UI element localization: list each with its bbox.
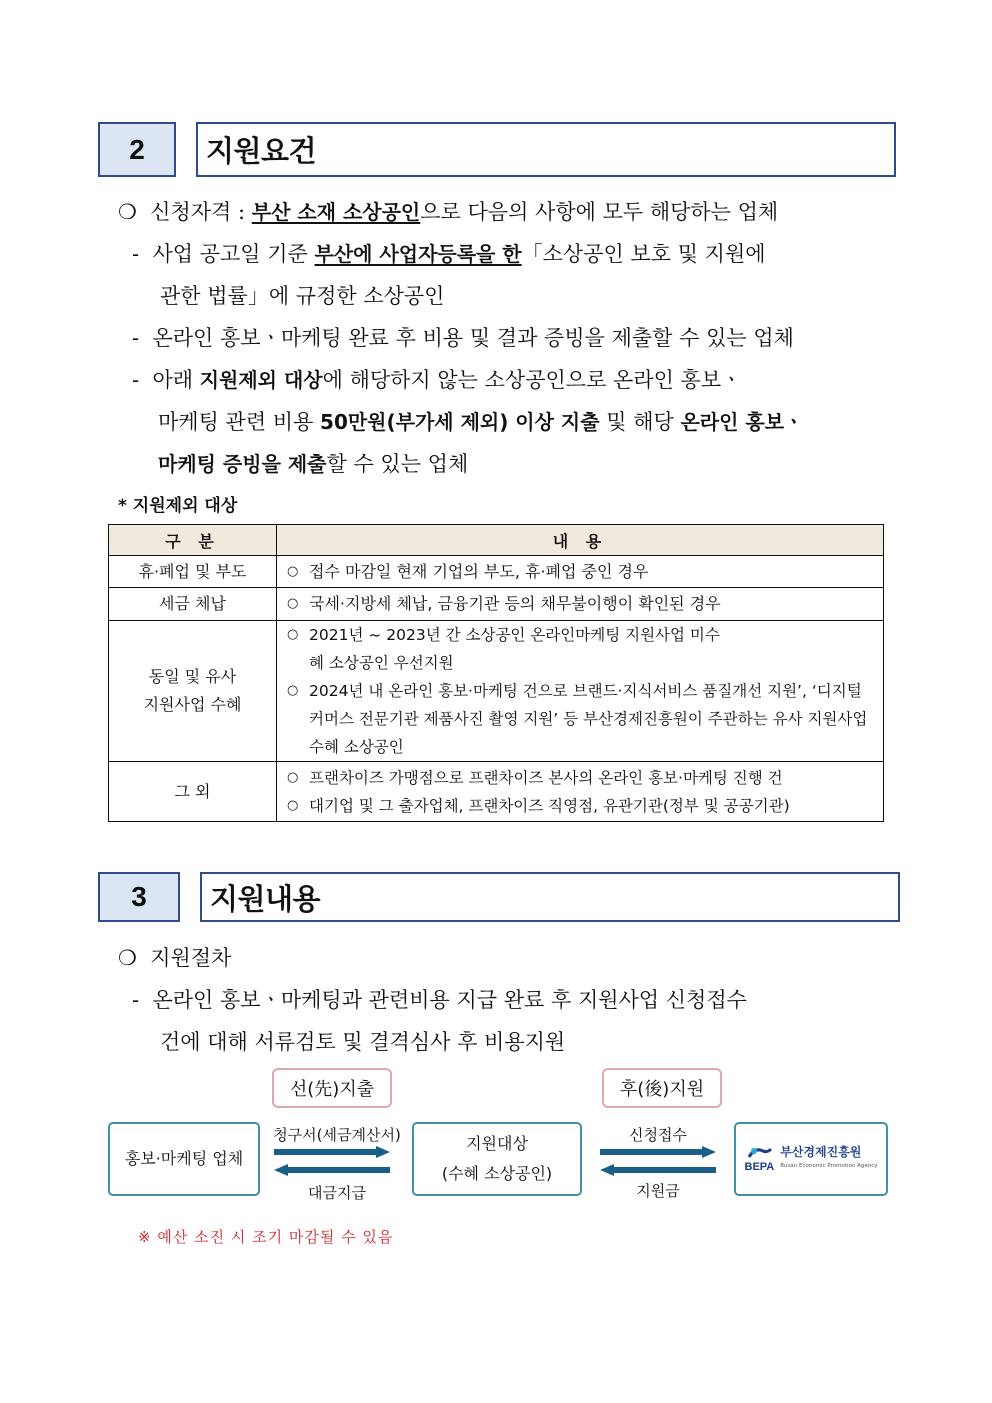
table-cell-category: 그 외: [109, 762, 277, 822]
table-cell-content: ○ 접수 마감일 현재 기업의 부도, 휴·폐업 중인 경우: [277, 556, 884, 588]
table-row: [109, 762, 884, 822]
stage-prepay-pill: 선(先)지출: [272, 1068, 392, 1108]
requirement-item-1: - 사업 공고일 기준 부산에 사업자등록을 한「소상공인 보호 및 지원에: [132, 242, 766, 266]
budget-footnote: ※ 예산 소진 시 조기 마감될 수 있음: [138, 1228, 394, 1246]
section3-number: 3: [98, 872, 180, 922]
table-row: [109, 588, 884, 621]
subsidy-label: 지원금: [636, 1182, 680, 1200]
procedure-item-cont: 건에 대해 서류검토 및 결격심사 후 비용지원: [160, 1030, 566, 1054]
arrow-left-icon: [600, 1164, 716, 1176]
table-cell-content: ○ 프랜차이즈 가맹점으로 프랜차이즈 본사의 온라인 홍보·마케팅 진행 건 ○ 대기업 및 그 출자업체, 프랜차이즈 직영점, 유관기관(정부 및 공공기관): [277, 762, 884, 822]
qualification-line: ❍ 신청자격 : 부산 소재 소상공인으로 다음의 사항에 모두 해당하는 업체: [118, 200, 779, 224]
bepa-box: [734, 1122, 888, 1196]
section2-number: 2: [98, 122, 176, 177]
arrow-right-icon: [274, 1146, 390, 1158]
table-row: [109, 621, 884, 762]
marketing-company-box: 홍보·마케팅 업체: [108, 1122, 260, 1196]
section2-title: 지원요건: [196, 122, 896, 177]
procedure-label: ❍ 지원절차: [118, 946, 232, 970]
stage-support-pill: 후(後)지원: [602, 1068, 722, 1108]
table-cell-category: 동일 및 유사 지원사업 수혜: [109, 621, 277, 762]
table-header-row: [109, 525, 884, 556]
section3-title: 지원내용: [200, 872, 900, 922]
table-header-category: 구 분: [109, 525, 277, 556]
exclusion-heading: * 지원제외 대상: [118, 496, 238, 516]
table-cell-content: ○ 2021년 ~ 2023년 간 소상공인 온라인마케팅 지원사업 미수혜 소상공인 우선지원 ○ 2024년 내 온라인 홍보·마케팅 건으로 브랜드·지식서비스 품질개선 지원’, ‘디지털커머스 전문기관 제품사진 촬영 지원’ 등 부산경제진흥원이 주관하는 유사 지원사업 수혜 소상공인: [277, 621, 884, 762]
table-cell-content: ○ 국세·지방세 체납, 금융기관 등의 채무불이행이 확인된 경우: [277, 588, 884, 621]
requirement-item-3-line3: 마케팅 증빙을 제출할 수 있는 업체: [158, 452, 469, 476]
bepa-org-name: 부산경제진흥원: [780, 1145, 862, 1159]
qualification-emphasis: 부산 소재 소상공인: [251, 200, 421, 224]
arrow-right-icon: [600, 1146, 716, 1158]
table-header-content: 내 용: [277, 525, 884, 556]
circle-bullet-icon: ❍: [118, 946, 137, 970]
bepa-org-subtitle: Busan Economic Promotion Agency: [780, 1163, 878, 1169]
requirement-item-3: - 아래 지원제외 대상에 해당하지 않는 소상공인으로 온라인 홍보ㆍ: [132, 368, 742, 392]
exclusion-table: [108, 524, 884, 822]
beneficiary-box: 지원대상 (수혜 소상공인): [412, 1122, 582, 1196]
bepa-logo-icon: BEPA: [745, 1145, 775, 1173]
requirement-item-1-cont: 관한 법률」에 규정한 소상공인: [160, 284, 445, 308]
table-cell-category: 휴·폐업 및 부도: [109, 556, 277, 588]
invoice-label: 청구서(세금계산서): [273, 1126, 401, 1144]
requirement-item-2: - 온라인 홍보ㆍ마케팅 완료 후 비용 및 결과 증빙을 제출할 수 있는 업체: [132, 326, 794, 350]
circle-bullet-icon: ❍: [118, 200, 137, 224]
arrow-left-icon: [274, 1164, 390, 1176]
table-cell-category: 세금 체납: [109, 588, 277, 621]
procedure-item: - 온라인 홍보ㆍ마케팅과 관련비용 지급 완료 후 지원사업 신청접수: [132, 988, 747, 1012]
application-label: 신청접수: [629, 1126, 687, 1144]
payment-label: 대금지급: [308, 1184, 366, 1202]
requirement-item-3-line2: 마케팅 관련 비용 50만원(부가세 제외) 이상 지출 및 해당 온라인 홍보ㆍ: [158, 410, 804, 434]
table-row: [109, 556, 884, 588]
